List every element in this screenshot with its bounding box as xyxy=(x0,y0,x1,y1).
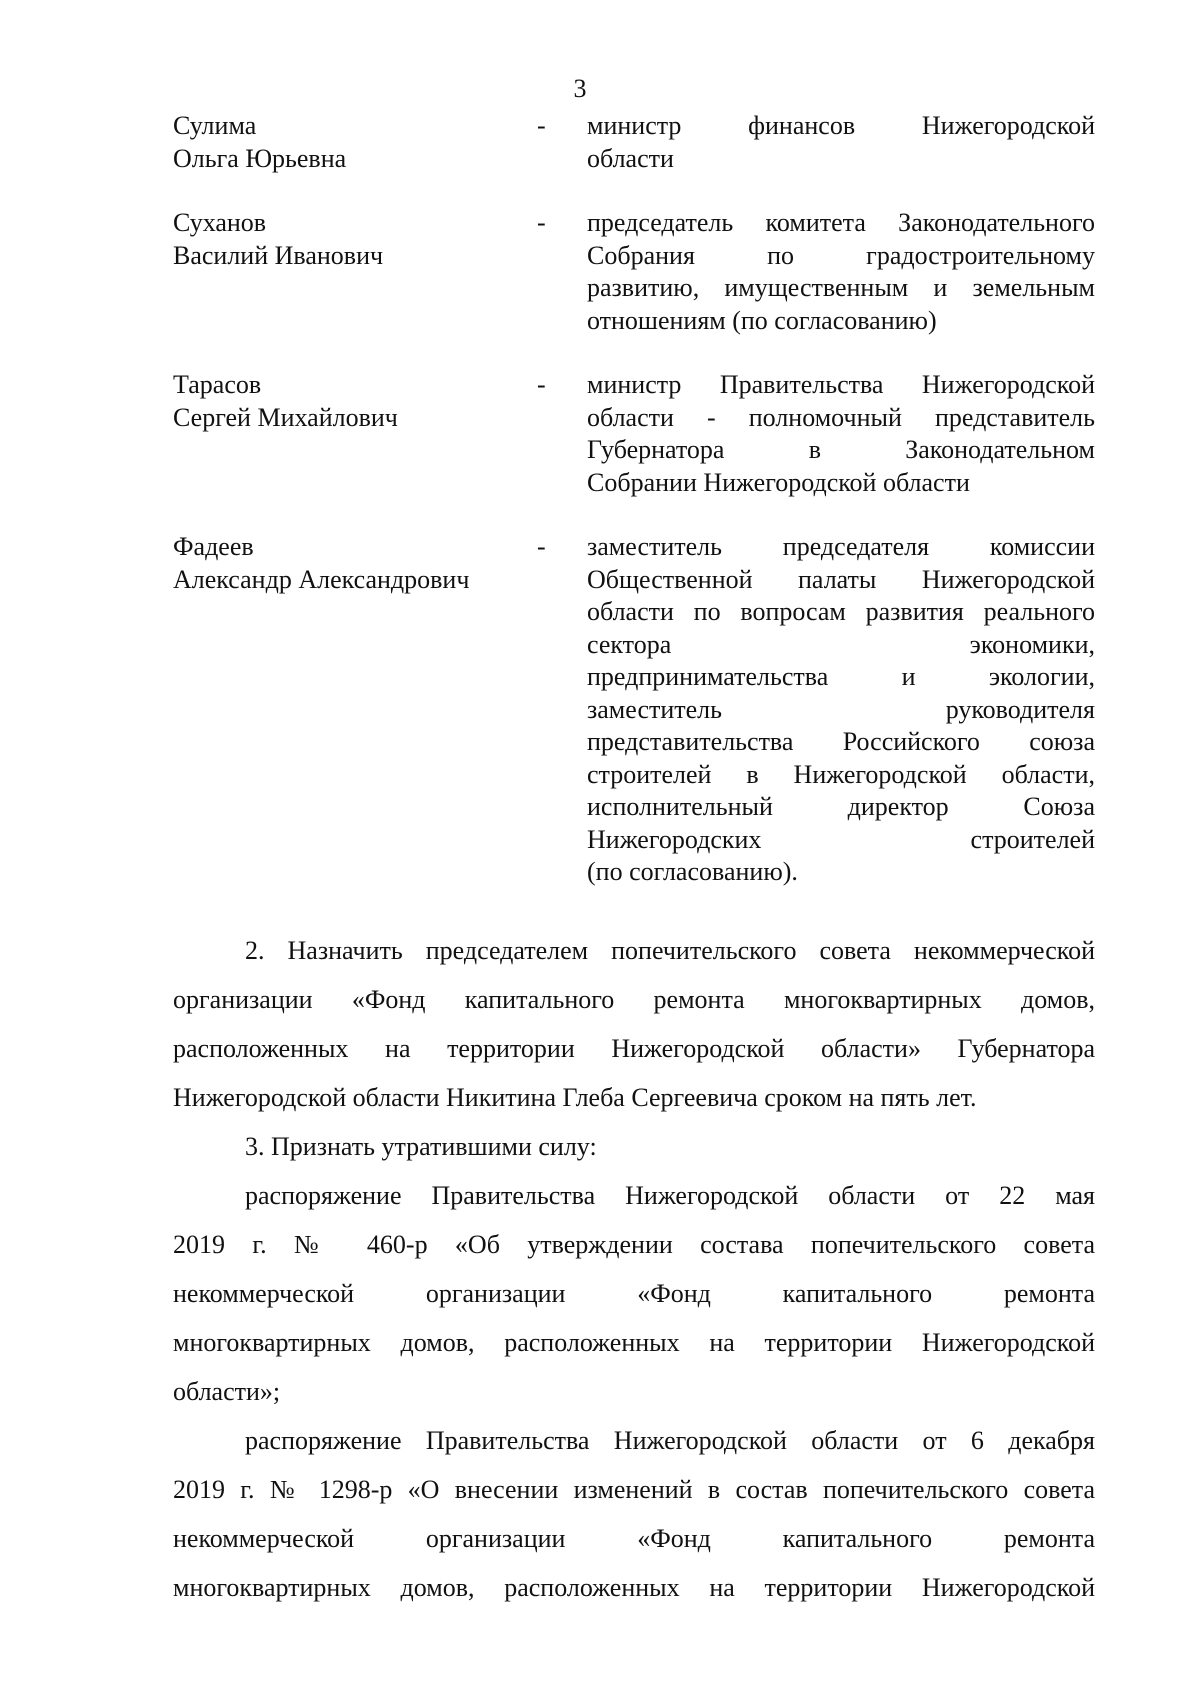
member-dash: - xyxy=(537,208,546,237)
paragraph-line: распоряжение Правительства Нижегородской области от 22 мая xyxy=(245,1181,1095,1210)
body-text xyxy=(173,926,1095,1612)
paragraph-line: 3. Признать утратившими силу: xyxy=(245,1132,597,1161)
member-entry xyxy=(173,531,1095,889)
paragraph-line: области»; xyxy=(173,1377,281,1406)
paragraph-repealed-order-1298 xyxy=(173,1416,1095,1612)
paragraph-line: некоммерческой организации «Фонд капитального ремонта xyxy=(173,1524,1095,1553)
member-list xyxy=(173,110,1095,921)
member-given-names: Василий Иванович xyxy=(173,240,384,270)
paragraph-line: расположенных на территории Нижегородской области» Губернатора xyxy=(173,1034,1095,1063)
member-given-names: Александр Александрович xyxy=(173,564,470,594)
member-name xyxy=(173,110,537,175)
paragraph-appoint-chair xyxy=(173,926,1095,1122)
member-surname: Тарасов xyxy=(173,370,262,399)
role-line: заместитель руководителя xyxy=(587,694,1095,724)
paragraph-line: некоммерческой организации «Фонд капитального ремонта xyxy=(173,1279,1095,1308)
page-number: 3 xyxy=(573,74,587,103)
role-line: Нижегородских строителей xyxy=(587,824,1095,854)
paragraph-line: многоквартирных домов, расположенных на территории Нижегородской xyxy=(173,1328,1095,1357)
role-line: Собрании Нижегородской области xyxy=(587,467,970,497)
member-name xyxy=(173,369,537,434)
member-role xyxy=(587,110,1095,175)
paragraph-repealed-order-460 xyxy=(173,1171,1095,1416)
paragraph-line: организации «Фонд капитального ремонта многоквартирных домов, xyxy=(173,985,1095,1014)
role-line: сектора экономики, xyxy=(587,629,1095,659)
role-line: министр финансов Нижегородской xyxy=(587,111,1095,140)
member-name xyxy=(173,531,537,596)
member-name xyxy=(173,207,537,272)
role-line: строителей в Нижегородской области, xyxy=(587,759,1095,789)
paragraph-line: многоквартирных домов, расположенных на территории Нижегородской xyxy=(173,1573,1095,1602)
member-dash: - xyxy=(537,111,546,140)
paragraph-line: Нижегородской области Никитина Глеба Сергеевича сроком на пять лет. xyxy=(173,1083,977,1112)
role-line: Губернатора в Законодательном xyxy=(587,435,1095,464)
member-surname: Сулима xyxy=(173,111,257,140)
role-line: председатель комитета Законодательного xyxy=(587,208,1095,237)
role-line: исполнительный директор Союза xyxy=(587,792,1095,821)
member-role xyxy=(587,531,1095,889)
paragraph-repeal-heading xyxy=(173,1122,1095,1171)
role-line: отношениям (по согласованию) xyxy=(587,305,937,335)
member-role xyxy=(587,369,1095,499)
role-line: заместитель председателя комиссии xyxy=(587,532,1095,561)
role-line: предпринимательства и экологии, xyxy=(587,662,1095,691)
member-entry xyxy=(173,207,1095,337)
role-line: представительства Российского союза xyxy=(587,727,1095,756)
member-given-names: Ольга Юрьевна xyxy=(173,143,347,173)
member-role xyxy=(587,207,1095,337)
role-line: Собрания по градостроительному xyxy=(587,240,1095,270)
member-entry xyxy=(173,369,1095,499)
member-entry xyxy=(173,110,1095,175)
member-dash: - xyxy=(537,370,546,399)
paragraph-line: 2. Назначить председателем попечительского совета некоммерческой xyxy=(245,936,1095,965)
role-line: (по согласованию). xyxy=(587,857,798,886)
role-line: области - полномочный представитель xyxy=(587,402,1095,432)
member-dash: - xyxy=(537,532,546,561)
role-line: области xyxy=(587,143,674,173)
paragraph-line: 2019 г. № 1298-р «О внесении изменений в состав попечительского совета xyxy=(173,1475,1095,1504)
role-line: министр Правительства Нижегородской xyxy=(587,370,1095,399)
member-surname: Суханов xyxy=(173,208,267,237)
paragraph-line: 2019 г. № 460-р «Об утверждении состава попечительского совета xyxy=(173,1230,1095,1259)
member-surname: Фадеев xyxy=(173,532,254,561)
role-line: области по вопросам развития реального xyxy=(587,597,1095,626)
role-line: Общественной палаты Нижегородской xyxy=(587,564,1095,594)
paragraph-line: распоряжение Правительства Нижегородской области от 6 декабря xyxy=(245,1426,1095,1455)
role-line: развитию, имущественным и земельным xyxy=(587,273,1095,302)
member-given-names: Сергей Михайлович xyxy=(173,402,398,432)
